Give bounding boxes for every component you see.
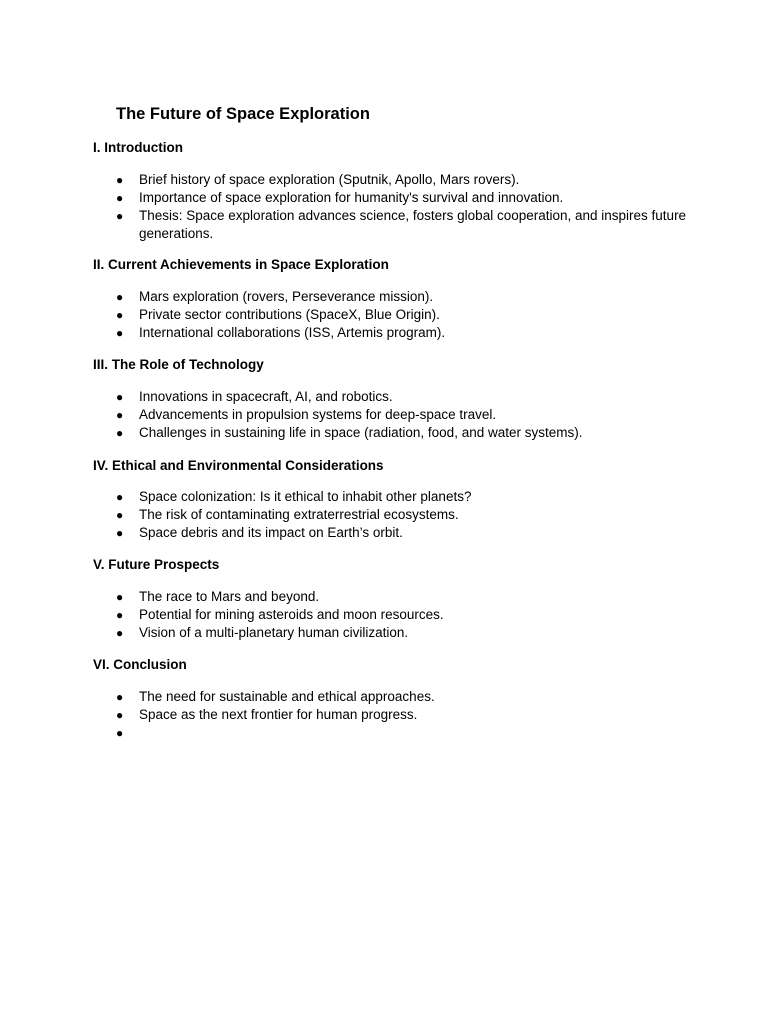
- list-item-text: Thesis: Space exploration advances science, fosters global cooperation, and inspires future generations.: [139, 208, 687, 241]
- bullet-icon: ●: [116, 590, 124, 604]
- list-item: [116, 624, 696, 642]
- list-item-text: The need for sustainable and ethical approaches.: [139, 689, 435, 704]
- bullet-icon: ●: [116, 526, 124, 540]
- section-heading-ethical-considerations: IV. Ethical and Environmental Considerations: [93, 458, 384, 473]
- list-item: [116, 606, 696, 624]
- list-item-text: Potential for mining asteroids and moon resources.: [139, 607, 444, 622]
- bullet-icon: ●: [116, 690, 124, 704]
- section-heading-introduction: I. Introduction: [93, 140, 183, 155]
- list-item: [116, 207, 696, 243]
- document-title: The Future of Space Exploration: [116, 105, 370, 123]
- list-item: [116, 688, 696, 706]
- section-heading-role-of-technology: III. The Role of Technology: [93, 357, 264, 372]
- bullet-icon: ●: [116, 608, 124, 622]
- list-item: [116, 588, 696, 606]
- list-item-text: The risk of contaminating extraterrestrial ecosystems.: [139, 507, 459, 522]
- list-item-text: Vision of a multi-planetary human civilization.: [139, 625, 409, 640]
- section-heading-conclusion: VI. Conclusion: [93, 657, 187, 672]
- bullet-icon: ●: [116, 508, 124, 522]
- bullet-icon: ●: [116, 408, 124, 422]
- list-item: [116, 388, 696, 406]
- bullet-icon: ●: [116, 290, 124, 304]
- bullet-icon: ●: [116, 726, 124, 740]
- list-item: [116, 506, 696, 524]
- bullet-icon: ●: [116, 708, 124, 722]
- list-item-text: Space colonization: Is it ethical to inhabit other planets?: [139, 489, 472, 504]
- bullet-icon: ●: [116, 308, 124, 322]
- list-item-text: Space debris and its impact on Earth’s orbit.: [139, 525, 403, 540]
- list-item-text: Mars exploration (rovers, Perseverance mission).: [139, 289, 434, 304]
- bullet-icon: ●: [116, 426, 124, 440]
- list-item: [116, 424, 696, 442]
- list-item: [116, 524, 696, 542]
- list-item: [116, 324, 696, 342]
- list-item: [116, 706, 696, 724]
- list-item-text: Brief history of space exploration (Sputnik, Apollo, Mars rovers).: [139, 172, 520, 187]
- list-item: [116, 406, 696, 424]
- list-item-text: Advancements in propulsion systems for deep-space travel.: [139, 407, 497, 422]
- bullet-icon: ●: [116, 390, 124, 404]
- list-item: [116, 189, 696, 207]
- bullet-icon: ●: [116, 173, 124, 187]
- list-item: [116, 288, 696, 306]
- bullet-icon: ●: [116, 490, 124, 504]
- list-item-text: Importance of space exploration for humanity's survival and innovation.: [139, 190, 564, 205]
- list-item-text: Innovations in spacecraft, AI, and robotics.: [139, 389, 393, 404]
- bullet-icon: ●: [116, 191, 124, 205]
- list-item: [116, 306, 696, 324]
- list-item-text: International collaborations (ISS, Artemis program).: [139, 325, 446, 340]
- list-item-text: Space as the next frontier for human progress.: [139, 707, 418, 722]
- list-item-text: The race to Mars and beyond.: [139, 589, 320, 604]
- bullet-icon: ●: [116, 209, 124, 223]
- list-item-text: Challenges in sustaining life in space (radiation, food, and water systems).: [139, 425, 583, 440]
- list-item: [116, 171, 696, 189]
- section-heading-future-prospects: V. Future Prospects: [93, 557, 220, 572]
- bullet-icon: ●: [116, 626, 124, 640]
- section-heading-current-achievements: II. Current Achievements in Space Exploration: [93, 257, 389, 272]
- list-item-text: Private sector contributions (SpaceX, Blue Origin).: [139, 307, 440, 322]
- list-item: [116, 488, 696, 506]
- bullet-icon: ●: [116, 326, 124, 340]
